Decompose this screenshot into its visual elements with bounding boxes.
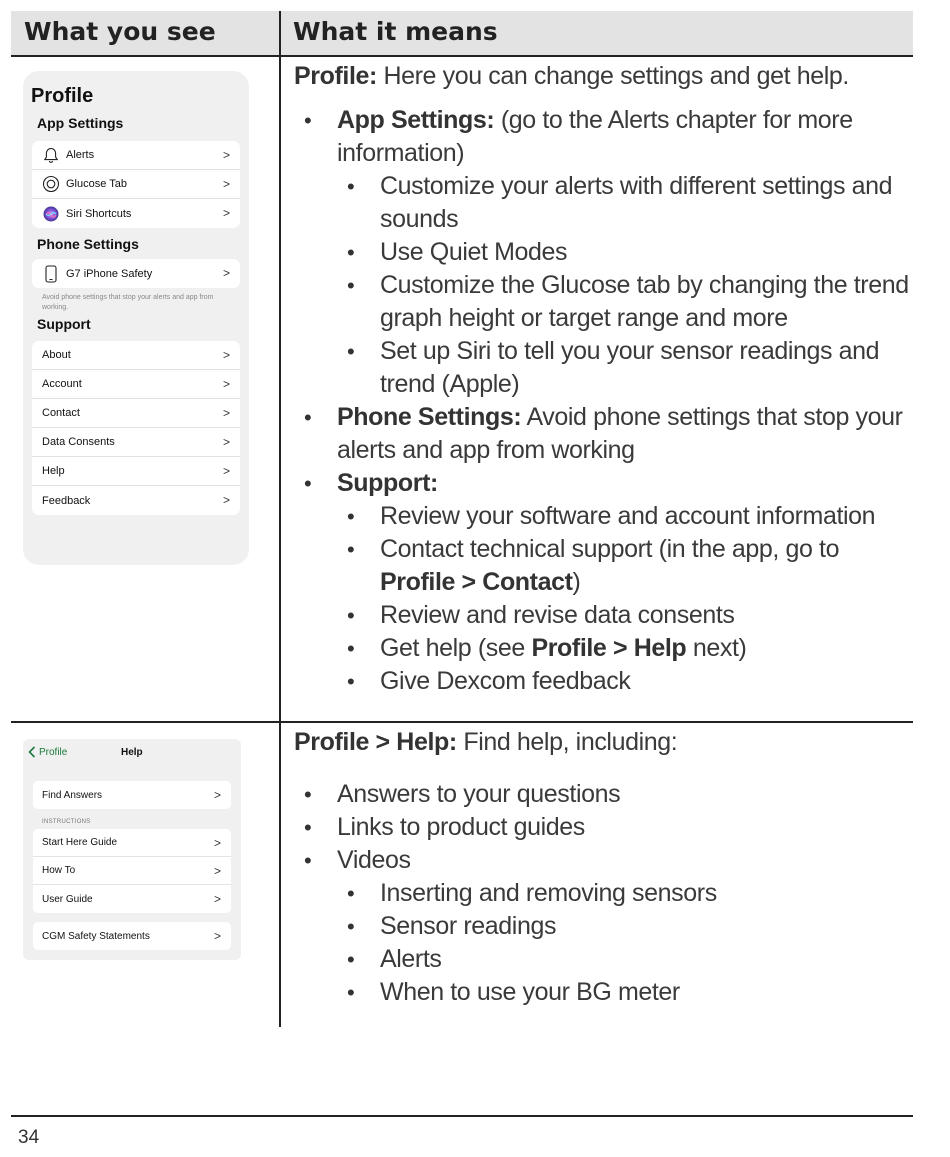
- support-b2-end: ): [572, 568, 581, 596]
- chevron-right-icon: >: [213, 788, 221, 802]
- chevron-right-icon: >: [222, 377, 230, 391]
- description-cell-profile: [281, 57, 913, 721]
- menu-item-cgm-safety-statements[interactable]: [33, 922, 231, 950]
- chevron-right-icon: >: [222, 148, 230, 162]
- videos-label: Videos: [337, 846, 411, 874]
- menu-item-label: Find Answers: [42, 789, 103, 801]
- app-settings-sublist: [337, 170, 913, 401]
- menu-item-label: Data Consents: [42, 436, 115, 448]
- profile-screen-mockup: [23, 71, 249, 565]
- list-item-videos: [294, 844, 913, 1009]
- menu-item-about[interactable]: [32, 341, 240, 370]
- support-bold: Support:: [337, 469, 438, 497]
- list-item: • Set up Siri to tell you your sensor readings and trend (Apple): [337, 335, 913, 401]
- support-b2-bold: Profile > Contact: [380, 568, 573, 596]
- chevron-right-icon: >: [222, 266, 230, 280]
- header-what-it-means: What it means: [293, 17, 498, 46]
- profile-screen-title: Profile: [31, 85, 94, 107]
- menu-item-label: G7 iPhone Safety: [66, 267, 153, 280]
- chevron-right-icon: >: [222, 435, 230, 449]
- menu-item-alerts[interactable]: [32, 141, 240, 170]
- profile-description: [294, 57, 913, 698]
- siri-icon: [42, 205, 60, 223]
- profile-intro: [294, 57, 913, 93]
- menu-item-label: Feedback: [42, 494, 91, 507]
- menu-item-how-to[interactable]: [33, 857, 231, 885]
- help-screen-mockup: [23, 739, 241, 960]
- menu-item-label: Help: [42, 465, 65, 477]
- back-label: Profile: [39, 746, 68, 758]
- help-intro: [294, 723, 913, 759]
- list-item: [337, 533, 913, 599]
- chevron-right-icon: >: [213, 836, 221, 850]
- chevron-right-icon: >: [222, 206, 230, 220]
- phone-settings-bold: Phone Settings:: [337, 403, 522, 431]
- reference-table: [11, 11, 913, 1027]
- menu-item-feedback[interactable]: [32, 486, 240, 515]
- screenshot-cell-profile: [11, 57, 281, 721]
- support-b4-text: Get help (see: [380, 634, 532, 662]
- page-number: 34: [18, 1127, 40, 1148]
- phone-icon: [42, 265, 60, 283]
- safety-card: [33, 922, 231, 950]
- header-what-you-see: What you see: [11, 11, 281, 55]
- table-row-help: [11, 723, 913, 1027]
- help-screen-title: Help: [121, 747, 143, 758]
- menu-item-label: How To: [42, 865, 76, 876]
- list-item: • Links to product guides: [294, 811, 913, 844]
- phone-settings-heading: Phone Settings: [37, 236, 139, 252]
- menu-item-data-consents[interactable]: [32, 428, 240, 457]
- list-item: • Sensor readings: [337, 910, 913, 943]
- list-item: • Inserting and removing sensors: [337, 877, 913, 910]
- app-settings-text: (go to the Alerts chapter for more information): [337, 106, 853, 167]
- menu-item-contact[interactable]: [32, 399, 240, 428]
- menu-item-label: Contact: [42, 407, 80, 419]
- profile-bullet-list: [294, 104, 913, 698]
- menu-item-label: CGM Safety Statements: [42, 930, 150, 942]
- list-item: • Give Dexcom feedback: [337, 665, 913, 698]
- menu-item-find-answers[interactable]: [33, 781, 231, 809]
- chevron-right-icon: >: [213, 892, 221, 906]
- list-item-support: [294, 467, 913, 698]
- list-item: • When to use your BG meter: [337, 976, 913, 1009]
- support-b2-text: Contact technical support (in the app, go to: [380, 535, 840, 563]
- help-bullet-list: [294, 778, 913, 1009]
- menu-item-label: About: [42, 349, 71, 361]
- chevron-right-icon: >: [222, 177, 230, 191]
- table-header-row: [11, 11, 913, 57]
- menu-item-g7-iphone-safety[interactable]: [32, 259, 240, 288]
- help-intro-text: Find help, including:: [456, 728, 678, 756]
- list-item: • Use Quiet Modes: [337, 236, 913, 269]
- menu-item-siri-shortcuts[interactable]: [32, 199, 240, 228]
- list-item: [337, 632, 913, 665]
- menu-item-start-here-guide[interactable]: [33, 829, 231, 857]
- support-b4-bold: Profile > Help: [531, 634, 687, 662]
- list-item: • Customize the Glucose tab by changing the trend graph height or target range and more: [337, 269, 913, 335]
- chevron-right-icon: >: [213, 864, 221, 878]
- list-item: • Customize your alerts with different settings and sounds: [337, 170, 913, 236]
- help-description: [294, 723, 913, 1009]
- profile-intro-bold: Profile:: [294, 62, 377, 90]
- footer-divider: [11, 1115, 913, 1117]
- list-item: • Review your software and account information: [337, 500, 913, 533]
- menu-item-account[interactable]: [32, 370, 240, 399]
- menu-item-label: Account: [42, 378, 82, 390]
- menu-item-glucose-tab[interactable]: [32, 170, 240, 199]
- chevron-right-icon: >: [222, 348, 230, 362]
- support-heading: Support: [37, 316, 91, 332]
- menu-item-user-guide[interactable]: [33, 885, 231, 913]
- chevron-right-icon: >: [213, 929, 221, 943]
- support-b4-end: next): [686, 634, 747, 662]
- instructions-card: [33, 829, 231, 913]
- app-settings-card: [32, 141, 240, 228]
- chevron-left-icon: [28, 746, 36, 758]
- description-cell-help: [281, 723, 913, 1027]
- help-intro-bold: Profile > Help:: [294, 728, 457, 756]
- list-item: • Alerts: [337, 943, 913, 976]
- chevron-right-icon: >: [222, 464, 230, 478]
- find-answers-card: [33, 781, 231, 809]
- list-item: • Answers to your questions: [294, 778, 913, 811]
- chevron-right-icon: >: [222, 493, 230, 507]
- back-button[interactable]: [28, 746, 67, 758]
- list-item: • Review and revise data consents: [337, 599, 913, 632]
- support-sublist: [337, 500, 913, 698]
- menu-item-help[interactable]: [32, 457, 240, 486]
- screenshot-cell-help: [11, 723, 281, 1027]
- support-card: [32, 341, 240, 515]
- phone-settings-note: Avoid phone settings that stop your alerts and app from working.: [42, 294, 214, 311]
- phone-settings-card: [32, 259, 240, 288]
- menu-item-label: Start Here Guide: [42, 837, 118, 848]
- list-item-app-settings: [294, 104, 913, 401]
- menu-item-label: User Guide: [42, 893, 93, 905]
- instructions-heading: INSTRUCTIONS: [42, 819, 91, 825]
- app-settings-heading: App Settings: [37, 115, 124, 131]
- bell-icon: [42, 146, 60, 164]
- menu-item-label: Siri Shortcuts: [66, 207, 132, 220]
- chevron-right-icon: >: [222, 406, 230, 420]
- menu-item-label: Alerts: [66, 149, 95, 161]
- glucose-target-icon: [42, 175, 60, 193]
- menu-item-label: Glucose Tab: [66, 178, 127, 190]
- profile-intro-text: Here you can change settings and get help.: [376, 62, 849, 90]
- videos-sublist: [337, 877, 913, 1009]
- list-item-phone-settings: [294, 401, 913, 467]
- phone-settings-text: Avoid phone settings that stop your alerts and app from working: [337, 403, 903, 464]
- table-row-profile: [11, 57, 913, 723]
- app-settings-bold: App Settings:: [337, 106, 495, 134]
